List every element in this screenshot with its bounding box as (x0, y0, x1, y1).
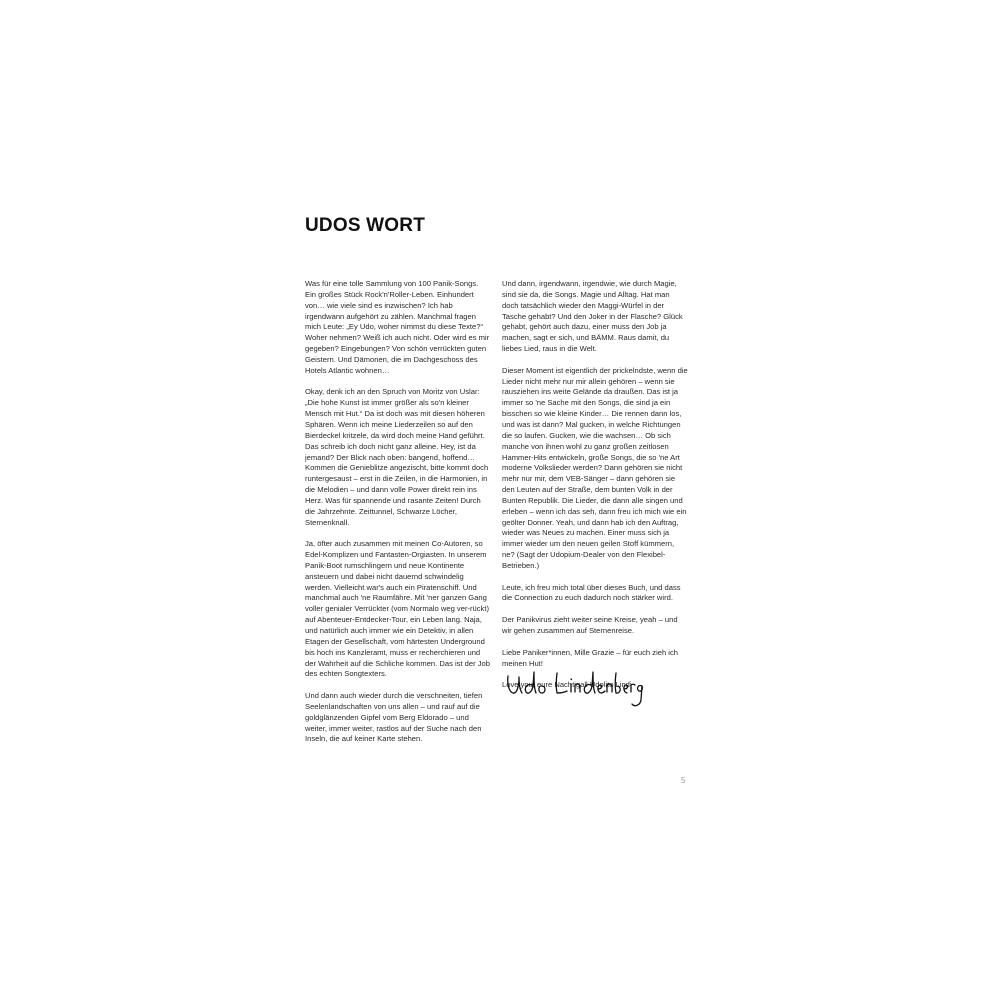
paragraph: Okay, denk ich an den Spruch von Moritz von Uslar: „Die hohe Kunst ist immer größer als so'n kleiner Mensch mit Hut.“ Da ist doch was mit diesen höheren Sphären. Wenn ich meine Liederzeilen so auf den Bierdeckel kritzele, da wird doch meine Hand geführt. Das schreib ich doch nicht ganz alleine. Hey, ist da jemand? Der Blick nach oben: bangend, hoffend… Kommen die Genieblitze angezischt, bitte kommt doch runtergesaust – erst in die Zeilen, in die Harmonien, in die Melodien – und dann volle Power direkt rein ins Herz. Was für spannende und rasante Zeiten! Durch die Jahrzehnte. Zeittunnel, Schwarze Löcher, Sternenknall. (305, 387, 489, 527)
paragraph: Leute, ich freu mich total über dieses Buch, und dass die Connection zu euch dadurch noch stärker wird. (502, 582, 681, 603)
paragraph: Liebe Paniker*innen, Mille Grazie – für euch zieh ich meinen Hut! (502, 647, 679, 668)
page-title: UDOS WORT (305, 215, 426, 236)
handwritten-signature (505, 668, 645, 710)
paragraph: Ja, öfter auch zusammen mit meinen Co-Autoren, so Edel-Komplizen und Fantasten-Orgiasten. In unserem Panik-Boot rumschlingern und neue Kontinente ansteuern und dabei nicht dauernd schwindelig werden. Vielleicht war's auch ein Piratenschiff. Und manchmal auch 'ne Raumfähre. Mit 'ner ganzen Gang voller genialer Verrückter (vom Normalo weg ver-rückt) auf Abenteuer-Entdecker-Tour, ein Leben lang. Naja, und natürlich auch immer wie ein Detektiv, in allen Etagen der Gesellschaft, vom härtesten Underground bis hoch ins Kanzleramt, muss er recherchieren und der Wahrheit auf die Schliche kommen. Das ist der Job des echten Songtexters. (305, 539, 491, 679)
left-text-column (305, 279, 491, 756)
paragraph: Und dann auch wieder durch die verschneiten, tiefen Seelenlandschaften von uns allen – und rauf auf die goldglänzenden Gipfel vom Berg Eldorado – und weiter, immer weiter, rastlos auf der Suche nach den Inseln, die auf keiner Karte stehen. (305, 691, 483, 744)
paragraph: Der Panikvirus zieht weiter seine Kreise, yeah – und wir gehen zusammen auf Sternenreise. (502, 615, 678, 635)
paragraph: Was für eine tolle Sammlung von 100 Panik-Songs. Ein großes Stück Rock'n'Roller-Leben. Einhundert von… wie viele sind es inzwischen? Ich hab irgendwann aufgehört zu zählen. Manchmal fragen mich Leute: „Ey Udo, woher nimmst du diese Texte?“ Woher nehmen? Weiß ich auch nicht. Oder wird es mir gegeben? Eingebungen? Von schön verrückten guten Geistern. Und Dämonen, die im Dachgeschoss des Hotels Atlantic wohnen… (305, 279, 490, 375)
paragraph: Love you, eure Nachtigall Udolito Lindi (502, 680, 632, 690)
paragraph: Und dann, irgendwann, irgendwie, wie durch Magie, sind sie da, die Songs. Magie und Alltag. Hat man doch tatsächlich wieder den Maggi-Würfel in der Tasche gehabt? Und den Joker in der Flasche? Glück gehabt, gehört auch dazu, einer muss den Job ja machen, sagt er sich, und BÄMM. Raus damit, du liebes Lied, raus in die Welt. (502, 279, 683, 354)
page-number: 5 (681, 776, 686, 785)
paragraph: Dieser Moment ist eigentlich der prickelndste, wenn die Lieder nicht mehr nur mir allein gehören – wenn sie rausziehen ins weite Gelände da draußen. Das ist ja immer so 'ne Sache mit den Songs, die sind ja ein bisschen so wie kleine Kinder… Die rennen dann los, und was ist dann? Mal gucken, in welche Richtungen die so laufen. Gucken, wie die wachsen… Ob sich manche von ihnen wohl zu ganz großen zeitlosen Hammer-Hits entwickeln, große Songs, die so 'ne Art moderne Volkslieder werden? Dann gehören sie nicht mehr nur mir, dem VEB-Sänger – dann gehören sie den Leuten auf der Straße, dem bunten Volk in der Bunten Republik. Die Lieder, die dann alle singen und erleben – wenn ich das seh, dann freu ich mich wie ein geölter Donner. Yeah, und dann hab ich den Auftrag, wieder was Neues zu machen. Einer muss sich ja immer wieder um den neuen geilen Stoff kümmern, ne? (Sagt der Udopium-Dealer von den Flexibel-Betrieben.) (502, 365, 688, 570)
right-text-column (502, 279, 688, 702)
